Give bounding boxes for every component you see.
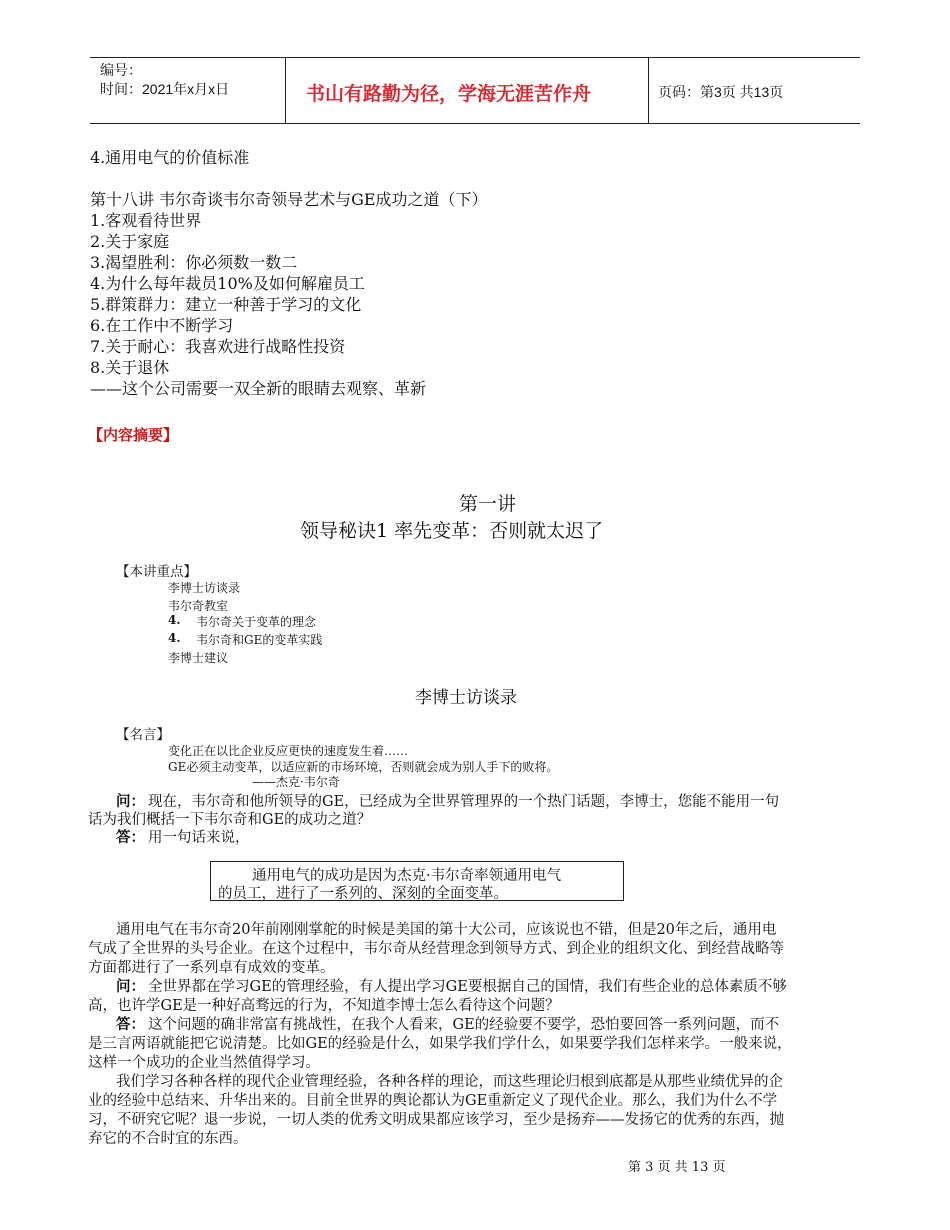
toc-prev-item: 4.通用电气的价值标准 bbox=[90, 148, 250, 167]
key-point-item: 李博士建议 bbox=[168, 651, 229, 665]
toc-item: 8.关于退休 bbox=[90, 358, 170, 377]
quote-heading: 【名言】 bbox=[116, 727, 170, 743]
key-point-item: 韦尔奇教室 bbox=[168, 599, 229, 613]
toc-item: 7.关于耐心：我喜欢进行战略性投资 bbox=[90, 337, 346, 356]
interview-title: 李博士访谈录 bbox=[415, 688, 517, 708]
key-point-item: 韦尔奇和GE的变革实践 bbox=[196, 633, 323, 647]
page-footer: 第 3 页 共 13 页 bbox=[628, 1160, 726, 1175]
key-points-heading: 【本讲重点】 bbox=[116, 564, 197, 580]
q2-line: 高，也许学GE是一种好高骛远的行为，不知道李博士怎么看待这个问题？ bbox=[88, 998, 560, 1014]
toc-item: 5.群策群力：建立一种善于学习的文化 bbox=[90, 295, 362, 314]
a2-line: 是三言两语就能把它说清楚。比如GE的经验是什么，如果学我们学什么，如果要学我们怎样来学。一般来说， bbox=[88, 1036, 792, 1052]
paragraph-line: 业的经验中总结来、升华出来的。目前全世界的舆论都认为GE重新定义了现代企业。那么，我们为什么不学 bbox=[88, 1093, 778, 1109]
paragraph-line: 气成了全世界的头号企业。在这个过程中，韦尔奇从经营理念到领导方式、到企业的组织文化、到经营战略等 bbox=[88, 941, 784, 957]
toc-item: 3.渴望胜利：你必须数一数二 bbox=[90, 253, 298, 272]
q1-label: 问： bbox=[116, 793, 145, 810]
paragraph-line: 习，不研究它呢？退一步说，一切人类的优秀文明成果都应该学习，至少是扬弃——发扬它的优秀的东西，抛 bbox=[88, 1112, 784, 1128]
key-point-item: 韦尔奇关于变革的理念 bbox=[196, 615, 317, 629]
a1-text: 用一句话来说， bbox=[148, 830, 250, 846]
header-number-label: 编号： bbox=[100, 62, 142, 78]
header-motto: 书山有路勤为径，学海无涯苦作舟 bbox=[306, 83, 592, 105]
q1-line: 现在，韦尔奇和他所领导的GE，已经成为全世界管理界的一个热门话题，李博士，您能不能用一句 bbox=[148, 794, 780, 810]
q2-line: 全世界都在学习GE的管理经验，有人提出学习GE要根据自己的国情，我们有些企业的总体素质不够 bbox=[148, 979, 787, 995]
toc-lecture18-title: 第十八讲 韦尔奇谈韦尔奇领导艺术与GE成功之道（下） bbox=[90, 190, 488, 209]
toc-item: 6.在工作中不断学习 bbox=[90, 316, 234, 335]
a2-line: 这个问题的确非常富有挑战性，在我个人看来，GE的经验要不要学，恐怕要回答一系列问题，而不 bbox=[148, 1017, 780, 1033]
header-page-info: 页码：第3页 共13页 bbox=[658, 84, 784, 100]
toc-item: 2.关于家庭 bbox=[90, 232, 170, 251]
paragraph-line: 通用电气在韦尔奇20年前刚刚掌舵的时候是美国的第十大公司，应该说也不错，但是20年之后，通用电 bbox=[116, 922, 777, 938]
key-point-number: 4. bbox=[168, 613, 181, 627]
q1-line: 话为我们概括一下韦尔奇和GE的成功之道？ bbox=[88, 812, 372, 828]
paragraph-line: 我们学习各种各样的现代企业管理经验，各种各样的理论，而这些理论归根到底都是从那些业绩优异的企 bbox=[116, 1074, 783, 1090]
toc-item: 1.客观看待世界 bbox=[90, 211, 202, 230]
header-time-label: 时间：2021年x月x日 bbox=[100, 81, 230, 97]
summary-heading: 【内容摘要】 bbox=[88, 426, 179, 444]
paragraph-line: 方面都进行了一系列卓有成效的变革。 bbox=[88, 960, 335, 976]
key-point-item: 李博士访谈录 bbox=[168, 581, 241, 595]
q2-label: 问： bbox=[116, 978, 145, 995]
key-point-number: 4. bbox=[168, 631, 181, 645]
box-line: 通用电气的成功是因为杰克·韦尔奇率领通用电气 bbox=[252, 868, 562, 884]
box-line: 的员工，进行了一系列的、深刻的全面变革。 bbox=[218, 886, 508, 902]
quote-line: 变化正在以比企业反应更快的速度发生着…… bbox=[168, 744, 409, 758]
a2-label: 答： bbox=[116, 1016, 145, 1033]
toc-item: ——这个公司需要一双全新的眼睛去观察、革新 bbox=[90, 379, 427, 398]
a2-line: 这样一个成功的企业当然值得学习。 bbox=[88, 1055, 320, 1071]
a1-label: 答： bbox=[116, 829, 145, 846]
paragraph-line: 弃它的不合时宜的东西。 bbox=[88, 1131, 248, 1147]
quote-line: GE必须主动变革，以适应新的市场环境，否则就会成为别人手下的败将。 bbox=[168, 760, 559, 774]
quote-attribution: ——杰克·韦尔奇 bbox=[252, 775, 340, 789]
lecture-title: 领导秘诀1 率先变革：否则就太迟了 bbox=[300, 520, 604, 542]
lecture-number: 第一讲 bbox=[459, 493, 517, 515]
header-bottom-rule bbox=[90, 123, 860, 124]
toc-item: 4.为什么每年裁员10%及如何解雇员工 bbox=[90, 274, 365, 293]
